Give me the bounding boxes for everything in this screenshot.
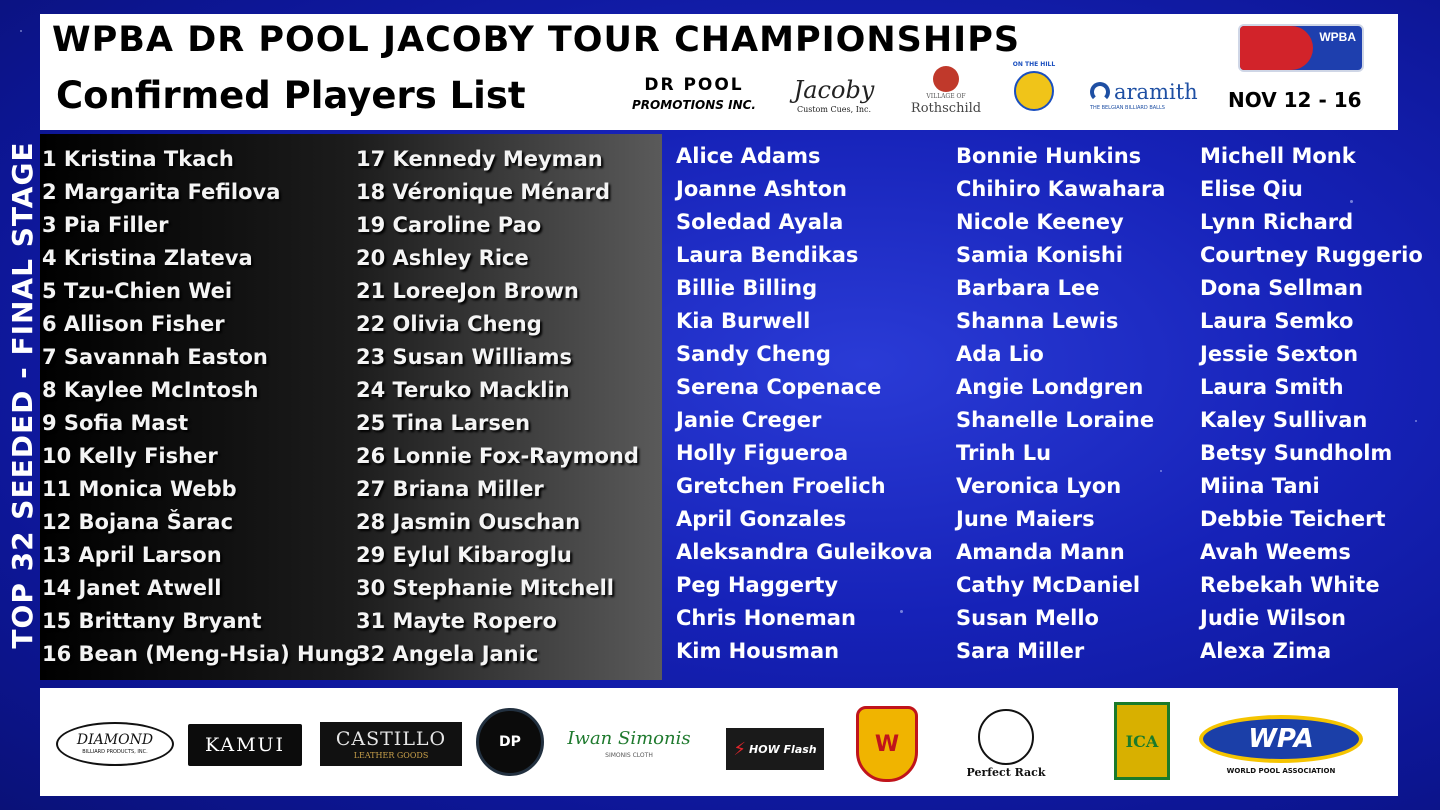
diamond-logo — [56, 722, 174, 766]
wpa-logo-text: WPA — [1248, 724, 1314, 754]
player-name: Laura Bendikas — [676, 243, 859, 267]
player-name: Jessie Sexton — [1200, 342, 1359, 366]
shield-emblem-icon: W — [874, 731, 900, 757]
how-flash-logo — [726, 728, 824, 770]
dr-pool-logo-line1: DR POOL — [644, 75, 744, 95]
how-flash-logo-text: HOW Flash — [749, 742, 817, 756]
wpba-logo-swoosh-icon — [1240, 26, 1313, 70]
seeded-player: 6 Allison Fisher — [42, 312, 225, 336]
dr-pool-logo — [628, 74, 760, 124]
kamui-logo — [188, 724, 302, 766]
seeded-player: 21 LoreeJon Brown — [356, 279, 579, 303]
aramith-logo — [1090, 80, 1216, 120]
seeded-column-1 — [42, 144, 360, 672]
player-name: Sara Miller — [956, 639, 1085, 663]
player-name: June Maiers — [956, 507, 1095, 531]
player-name: Billie Billing — [676, 276, 818, 300]
seeded-player: 5 Tzu-Chien Wei — [42, 279, 233, 303]
page-subtitle: Confirmed Players List — [56, 74, 526, 117]
seeded-player: 27 Briana Miller — [356, 477, 544, 501]
player-name: Holly Figueroa — [676, 441, 849, 465]
player-name: Ada Lio — [956, 342, 1044, 366]
rothschild-logo — [906, 66, 986, 126]
rothschild-logo-sub: VILLAGE OF — [926, 93, 966, 100]
seeded-player: 30 Stephanie Mitchell — [356, 576, 614, 600]
event-dates: NOV 12 - 16 — [1228, 88, 1362, 112]
seeded-player: 24 Teruko Macklin — [356, 378, 570, 402]
on-the-hill-logo — [1006, 60, 1062, 124]
header-banner — [40, 14, 1398, 130]
seeded-side-label: TOP 32 SEEDED - FINAL STAGE — [6, 141, 39, 649]
dp-logo-text: DP — [499, 734, 521, 750]
seeded-player: 25 Tina Larsen — [356, 411, 531, 435]
wpa-oval-icon — [1199, 715, 1363, 763]
seeded-player: 1 Kristina Tkach — [42, 147, 234, 171]
player-name: Samia Konishi — [956, 243, 1123, 267]
lightning-icon: ⚡ — [733, 738, 747, 760]
player-name: Shanelle Loraine — [956, 408, 1155, 432]
seeded-player: 16 Bean (Meng-Hsia) Hung — [42, 642, 360, 666]
sponsor-footer — [40, 688, 1398, 796]
simonis-logo-text: Iwan Simonis — [567, 727, 691, 749]
player-name: Cathy McDaniel — [956, 573, 1141, 597]
page-title: WPBA DR POOL JACOBY TOUR CHAMPIONSHIPS — [52, 20, 1021, 60]
jacoby-logo-text: Jacoby — [793, 76, 875, 104]
player-name: Michell Monk — [1200, 144, 1356, 168]
player-name: Barbara Lee — [956, 276, 1100, 300]
castillo-logo-sub: LEATHER GOODS — [353, 750, 429, 760]
aramith-logo-sub: THE BELGIAN BILLIARD BALLS — [1090, 105, 1165, 111]
player-name: Nicole Keeney — [956, 210, 1124, 234]
player-name: Chris Honeman — [676, 606, 856, 630]
player-name: Avah Weems — [1200, 540, 1351, 564]
player-name: Angie Londgren — [956, 375, 1144, 399]
wpa-logo-sub: WORLD POOL ASSOCIATION — [1226, 767, 1336, 775]
seeded-player: 28 Jasmin Ouschan — [356, 510, 581, 534]
player-name: Kia Burwell — [676, 309, 811, 333]
ica-logo-text: ICA — [1125, 731, 1159, 751]
players-column-1 — [676, 140, 933, 668]
seeded-player: 29 Eylul Kibaroglu — [356, 543, 572, 567]
seeded-player: 31 Mayte Ropero — [356, 609, 557, 633]
seeded-player: 26 Lonnie Fox-Raymond — [356, 444, 639, 468]
player-name: Shanna Lewis — [956, 309, 1119, 333]
seeded-player: 14 Janet Atwell — [42, 576, 222, 600]
player-name: Gretchen Froelich — [676, 474, 886, 498]
dr-pool-logo-line2: PROMOTIONS INC. — [632, 98, 756, 112]
seeded-player: 4 Kristina Zlateva — [42, 246, 253, 270]
player-name: Rebekah White — [1200, 573, 1380, 597]
player-name: Sandy Cheng — [676, 342, 831, 366]
seeded-player: 10 Kelly Fisher — [42, 444, 218, 468]
castillo-logo — [320, 722, 462, 766]
player-name: Peg Haggerty — [676, 573, 839, 597]
aramith-emblem-icon — [1090, 82, 1110, 102]
player-name: April Gonzales — [676, 507, 847, 531]
diamond-logo-sub: BILLIARD PRODUCTS, INC. — [82, 749, 148, 755]
player-name: Joanne Ashton — [676, 177, 847, 201]
perfect-rack-logo-text: Perfect Rack — [966, 766, 1046, 779]
seeded-players-panel — [40, 134, 662, 680]
professional-tips-shield-icon — [856, 706, 918, 782]
player-name: Chihiro Kawahara — [956, 177, 1166, 201]
player-name: Laura Smith — [1200, 375, 1344, 399]
player-name: Susan Mello — [956, 606, 1099, 630]
sparkle — [20, 30, 22, 32]
player-name: Laura Semko — [1200, 309, 1354, 333]
player-name: Dona Sellman — [1200, 276, 1364, 300]
player-name: Betsy Sundholm — [1200, 441, 1393, 465]
seeded-player: 7 Savannah Easton — [42, 345, 268, 369]
simonis-logo — [564, 718, 694, 768]
seeded-player: 23 Susan Williams — [356, 345, 573, 369]
player-name: Elise Qiu — [1200, 177, 1303, 201]
diamond-logo-text: DIAMOND — [76, 732, 154, 748]
seeded-player: 19 Caroline Pao — [356, 213, 542, 237]
seeded-player: 22 Olivia Cheng — [356, 312, 542, 336]
on-the-hill-logo-text: ON THE HILL — [1012, 61, 1056, 68]
seeded-player: 32 Angela Janic — [356, 642, 539, 666]
player-name: Kaley Sullivan — [1200, 408, 1368, 432]
wpba-logo-text: WPBA — [1319, 30, 1356, 44]
kamui-logo-text: KAMUI — [204, 734, 286, 756]
seeded-player: 17 Kennedy Meyman — [356, 147, 603, 171]
rothschild-logo-text: Rothschild — [910, 101, 982, 116]
wpba-logo — [1238, 24, 1364, 72]
jacoby-logo — [782, 76, 886, 122]
player-name: Veronica Lyon — [956, 474, 1122, 498]
player-name: Courtney Ruggerio — [1200, 243, 1423, 267]
jacoby-logo-sub: Custom Cues, Inc. — [796, 105, 872, 114]
eight-ball-icon — [1014, 71, 1054, 111]
seeded-player: 13 April Larson — [42, 543, 222, 567]
player-name: Alexa Zima — [1200, 639, 1332, 663]
castillo-logo-text: CASTILLO — [335, 727, 447, 750]
rothschild-emblem-icon — [933, 66, 959, 92]
simonis-logo-sub: SIMONIS CLOTH — [605, 751, 653, 759]
seeded-player: 11 Monica Webb — [42, 477, 237, 501]
atom-icon — [978, 709, 1034, 765]
seeded-player: 15 Brittany Bryant — [42, 609, 262, 633]
seeded-player: 8 Kaylee McIntosh — [42, 378, 259, 402]
dp-logo — [476, 708, 544, 776]
seeded-player: 9 Sofia Mast — [42, 411, 189, 435]
player-name: Lynn Richard — [1200, 210, 1354, 234]
player-name: Kim Housman — [676, 639, 840, 663]
perfect-rack-logo — [958, 702, 1054, 788]
player-name: Alice Adams — [676, 144, 821, 168]
player-name: Janie Creger — [676, 408, 822, 432]
player-name: Amanda Mann — [956, 540, 1125, 564]
seeded-player: 18 Véronique Ménard — [356, 180, 610, 204]
players-column-2 — [956, 140, 1165, 668]
aramith-logo-text: aramith — [1114, 80, 1198, 104]
player-name: Miina Tani — [1200, 474, 1320, 498]
player-name: Bonnie Hunkins — [956, 144, 1142, 168]
player-name: Judie Wilson — [1200, 606, 1346, 630]
seeded-player: 20 Ashley Rice — [356, 246, 529, 270]
seeded-player: 12 Bojana Šarac — [42, 510, 234, 534]
wpa-logo — [1196, 710, 1366, 784]
seeded-player: 2 Margarita Fefilova — [42, 180, 281, 204]
player-name: Serena Copenace — [676, 375, 882, 399]
seeded-column-2 — [356, 144, 639, 672]
player-name: Debbie Teichert — [1200, 507, 1386, 531]
player-name: Trinh Lu — [956, 441, 1052, 465]
player-name: Aleksandra Guleikova — [676, 540, 933, 564]
seeded-player: 3 Pia Filler — [42, 213, 169, 237]
ica-logo — [1114, 702, 1170, 780]
player-name: Soledad Ayala — [676, 210, 844, 234]
players-column-3 — [1200, 140, 1423, 668]
